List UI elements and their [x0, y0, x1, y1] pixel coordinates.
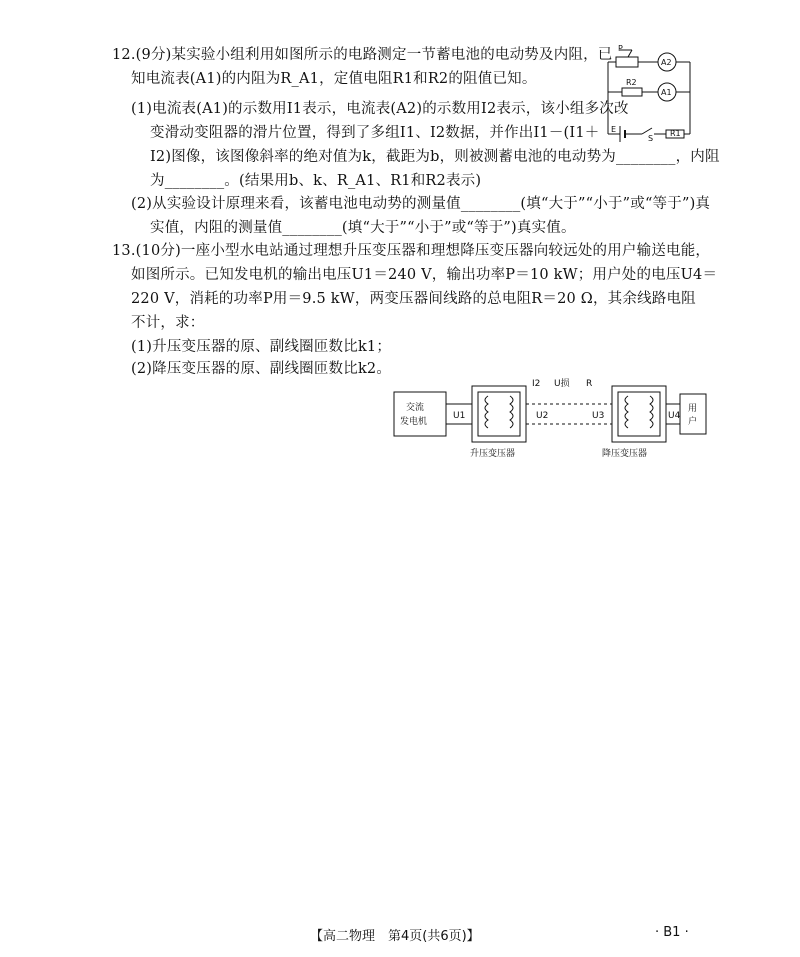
- step-up-primary-coil: [485, 396, 488, 428]
- label-i2: I2: [532, 379, 541, 389]
- label-a2: A2: [661, 58, 672, 67]
- page-footer: 【高二物理 第4页(共6页)】: [310, 929, 480, 944]
- user-box: [680, 394, 706, 434]
- transformer-diagram: [390, 372, 710, 464]
- q12-sub1-line-4: 为________。(结果用b、k、R_A1、R1和R2表示): [150, 173, 482, 189]
- label-e: E: [611, 125, 617, 134]
- q13-line-4: 不计，求：: [131, 315, 205, 331]
- q12-sub2-line-2: 实值，内阻的测量值________(填“大于”“小于”或“等于”)真实值。: [150, 220, 576, 236]
- q13-item-2: (2)降压变压器的原、副线圈匝数比k2。: [131, 361, 392, 377]
- q12-line-2: 知电流表(A1)的内阻为R_A1，定值电阻R1和R2的阻值已知。: [131, 71, 537, 87]
- generator-label-1: 交流: [406, 403, 425, 413]
- step-down-secondary-coil: [650, 396, 653, 428]
- q12-sub1-line-3: I2)图像，该图像斜率的绝对值为k，截距为b，则被测蓄电池的电动势为________，内阻: [150, 149, 720, 165]
- label-s: S: [648, 134, 654, 142]
- q13-line-1: 13.(10分)一座小型水电站通过理想升压变压器和理想降压变压器向较远处的用户输送电能，: [112, 243, 711, 259]
- step-up-secondary-coil: [510, 396, 513, 428]
- user-label-1: 用: [688, 404, 698, 414]
- generator-label-2: 发电机: [400, 417, 428, 427]
- step-down-primary-coil: [625, 396, 628, 428]
- q12-line-1: 12.(9分)某实验小组利用如图所示的电路测定一节蓄电池的电动势及内阻，已: [112, 47, 613, 63]
- step-up-caption: 升压变压器: [470, 449, 516, 459]
- q13-line-3: 220 V，消耗的功率P用＝9.5 kW，两变压器间线路的总电阻R＝20 Ω，其余线路电阻: [131, 291, 696, 307]
- q12-sub2-line-1: (2)从实验设计原理来看，该蓄电池电动势的测量值________(填“大于”“小于”或“等于”)真: [131, 196, 711, 212]
- label-u1: U1: [453, 411, 466, 421]
- label-u3: U3: [592, 411, 605, 421]
- label-u-loss: U损: [554, 379, 570, 389]
- rheostat: [616, 57, 638, 67]
- label-r1: R1: [670, 129, 681, 138]
- label-a1: A1: [661, 88, 672, 97]
- circuit-diagram: [600, 42, 700, 142]
- q13-item-1: (1)升压变压器的原、副线圈匝数比k1；: [131, 339, 392, 355]
- q12-sub1-line-2: 变滑动变阻器的滑片位置，得到了多组I1、I2数据，并作出I1－(I1＋: [150, 125, 600, 141]
- label-p: P: [618, 44, 623, 53]
- label-r2: R2: [626, 78, 637, 87]
- page-code: · B1 ·: [655, 925, 689, 940]
- user-label-2: 户: [688, 417, 698, 427]
- label-u2: U2: [536, 411, 549, 421]
- label-r: R: [586, 379, 593, 389]
- generator-box: [394, 392, 446, 436]
- step-up-transformer: [472, 386, 526, 442]
- q12-sub1-line-1: (1)电流表(A1)的示数用I1表示，电流表(A2)的示数用I2表示，该小组多次改: [131, 101, 629, 117]
- step-down-caption: 降压变压器: [602, 449, 648, 459]
- q13-line-2: 如图所示。已知发电机的输出电压U1＝240 V，输出功率P＝10 kW；用户处的电压U4＝: [131, 267, 718, 283]
- label-u4: U4: [668, 411, 681, 421]
- resistor-r2: [622, 88, 642, 96]
- step-down-transformer: [612, 386, 666, 442]
